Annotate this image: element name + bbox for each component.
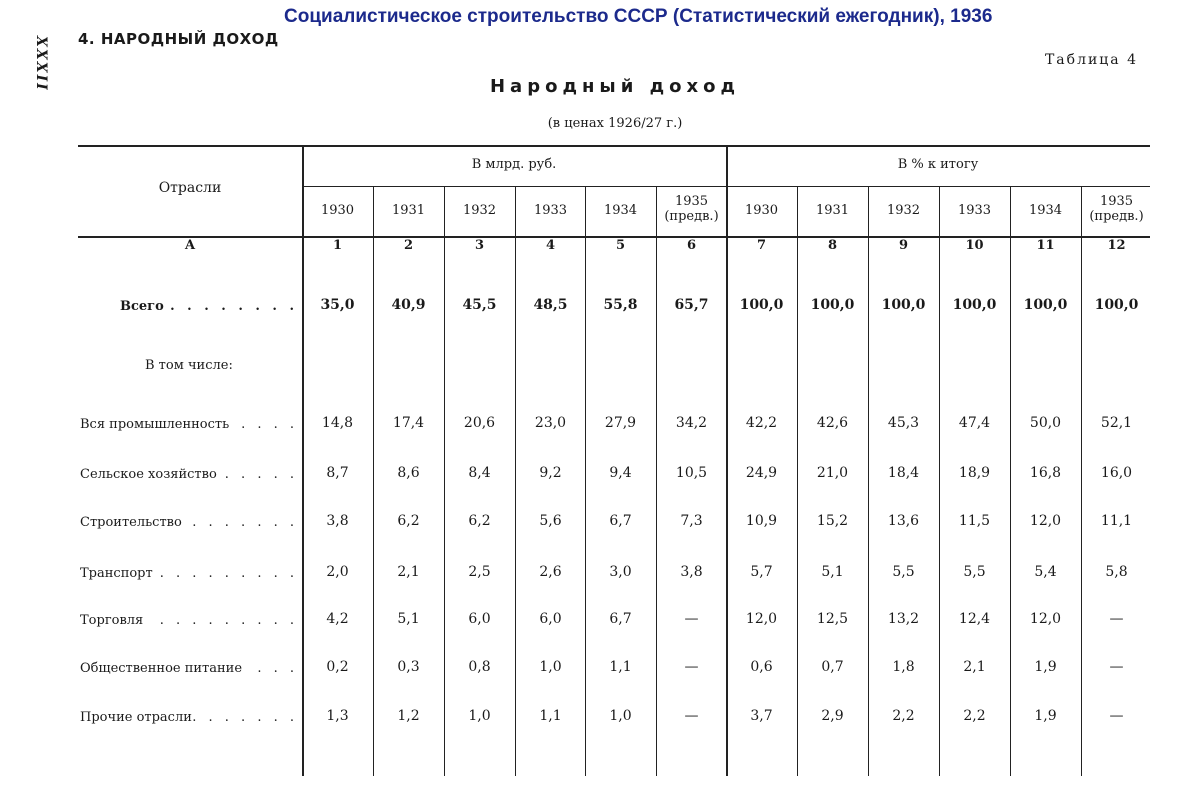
column-rule-11 (1010, 187, 1011, 776)
group-rule-rub (302, 186, 726, 187)
table-cell: 14,8 (321, 415, 354, 431)
table-subtitle: (в ценах 1926/27 г.) (547, 116, 683, 131)
table-title: Народный доход (489, 76, 740, 97)
table-cell: — (1109, 611, 1124, 627)
table-cell: 5,6 (539, 513, 562, 529)
table-cell: 100,0 (739, 297, 784, 313)
row-label-dots: . . . (257, 661, 298, 676)
column-number: 6 (686, 238, 697, 253)
table-cell: 5,4 (1034, 564, 1057, 580)
table-cell: 11,5 (958, 513, 991, 529)
header-year-prelim: (предв.) (1089, 209, 1144, 224)
table-cell: 3,8 (326, 513, 349, 529)
page-number: XXXII (33, 36, 49, 92)
header-year-value: 1930 (320, 203, 355, 218)
table-cell: 7,3 (680, 513, 703, 529)
table-cell: 11,1 (1100, 513, 1133, 529)
table-cell: 12,4 (958, 611, 991, 627)
table-cell: 1,1 (539, 708, 562, 724)
table-cell: 10,9 (745, 513, 778, 529)
column-number: 9 (898, 238, 909, 253)
header-year (656, 194, 727, 224)
column-number: 12 (1107, 238, 1126, 253)
table-cell: 6,2 (397, 513, 420, 529)
table-cell: 1,2 (397, 708, 420, 724)
header-year-value: 1931 (815, 203, 850, 218)
header-branches: Отрасли (158, 180, 222, 196)
table-cell: 12,5 (816, 611, 849, 627)
column-rule-12 (1081, 187, 1082, 776)
header-year (373, 203, 444, 218)
row-label-text: Общественное питание (80, 661, 243, 676)
table-cell: — (684, 611, 699, 627)
header-year (939, 203, 1010, 218)
column-number: 2 (403, 238, 414, 253)
table-cell: 47,4 (958, 415, 991, 431)
row-label-dots: . . . . (241, 417, 298, 432)
table-cell: 5,7 (750, 564, 773, 580)
table-cell: 0,8 (468, 659, 491, 675)
table-cell: 18,9 (958, 465, 991, 481)
column-rule-6 (656, 187, 657, 776)
header-year (1010, 203, 1081, 218)
table-cell: 5,1 (821, 564, 844, 580)
table-cell: 5,5 (963, 564, 986, 580)
table-cell: 6,2 (468, 513, 491, 529)
column-rule-8 (797, 187, 798, 776)
header-group-rub: В млрд. руб. (471, 157, 557, 172)
header-year-value: 1933 (957, 203, 992, 218)
header-year (444, 203, 515, 218)
table-cell: 1,9 (1034, 708, 1057, 724)
header-year-value: 1935 (1099, 194, 1134, 209)
table-top-rule (78, 145, 1150, 147)
column-number: 7 (756, 238, 767, 253)
table-cell: 0,3 (397, 659, 420, 675)
table-cell: 16,0 (1100, 465, 1133, 481)
table-cell: 6,7 (609, 611, 632, 627)
table-row (80, 417, 302, 432)
header-year (797, 203, 868, 218)
table-cell: 0,6 (750, 659, 773, 675)
table-cell: 100,0 (1094, 297, 1139, 313)
table-cell: — (1109, 659, 1124, 675)
header-year (1081, 194, 1152, 224)
section-heading: 4. НАРОДНЫЙ ДОХОД (78, 30, 279, 48)
table-cell: 2,5 (468, 564, 491, 580)
table-row (80, 467, 302, 482)
table-cell: 13,2 (887, 611, 920, 627)
table-cell: 2,1 (963, 659, 986, 675)
column-rule-3 (444, 187, 445, 776)
table-cell: 16,8 (1029, 465, 1062, 481)
table-row (80, 710, 302, 725)
table-row (80, 515, 302, 530)
row-label-text: Вся промышленность (80, 417, 230, 432)
table-cell: 12,0 (1029, 611, 1062, 627)
header-year-value: 1931 (391, 203, 426, 218)
header-year-value: 1935 (674, 194, 709, 209)
table-cell: 20,6 (463, 415, 496, 431)
header-col-a: А (184, 238, 196, 253)
table-cell: 40,9 (391, 297, 426, 313)
table-cell: 15,2 (816, 513, 849, 529)
table-cell: 18,4 (887, 465, 920, 481)
column-number: 10 (965, 238, 984, 253)
table-cell: 8,7 (326, 465, 349, 481)
table-cell: 34,2 (675, 415, 708, 431)
header-year-value: 1933 (533, 203, 568, 218)
table-cell: 6,0 (539, 611, 562, 627)
table-cell: 0,7 (821, 659, 844, 675)
header-year-prelim: (предв.) (664, 209, 719, 224)
table-cell: 1,8 (892, 659, 915, 675)
table-cell: 50,0 (1029, 415, 1062, 431)
row-label-text: Торговля (80, 613, 144, 628)
table-cell: 1,9 (1034, 659, 1057, 675)
table-cell: 27,9 (604, 415, 637, 431)
column-number: 4 (545, 238, 556, 253)
table-cell: — (1109, 708, 1124, 724)
header-year-value: 1934 (1028, 203, 1063, 218)
header-year (868, 203, 939, 218)
column-rule-5 (585, 187, 586, 776)
table-cell: 42,6 (816, 415, 849, 431)
table-cell: 3,8 (680, 564, 703, 580)
header-year (726, 203, 797, 218)
table-cell: 23,0 (534, 415, 567, 431)
row-label-text: Всего (120, 299, 164, 314)
table-cell: 2,6 (539, 564, 562, 580)
column-number: 8 (827, 238, 838, 253)
column-number: 11 (1036, 238, 1055, 253)
table-cell: 100,0 (810, 297, 855, 313)
table-cell: 45,5 (462, 297, 497, 313)
table-cell: 12,0 (1029, 513, 1062, 529)
table-cell: 9,2 (539, 465, 562, 481)
table-cell: 35,0 (320, 297, 355, 313)
table-cell: 2,0 (326, 564, 349, 580)
table-cell: 2,1 (397, 564, 420, 580)
table-cell: 2,2 (892, 708, 915, 724)
table-cell: 65,7 (674, 297, 709, 313)
header-group-pct: В % к итогу (897, 157, 979, 172)
table-cell: 100,0 (1023, 297, 1068, 313)
including-label: В том числе: (145, 358, 233, 373)
table-cell: 100,0 (881, 297, 926, 313)
row-label-dots: . . . . . . . (192, 515, 298, 530)
table-label: Таблица 4 (1044, 52, 1138, 68)
table-cell: 1,0 (609, 708, 632, 724)
table-cell: 21,0 (816, 465, 849, 481)
table-cell: 17,4 (392, 415, 425, 431)
column-rule-2 (373, 187, 374, 776)
table-cell: 52,1 (1100, 415, 1133, 431)
header-year (585, 203, 656, 218)
header-year (515, 203, 586, 218)
table-cell: 5,5 (892, 564, 915, 580)
column-rule-4 (515, 187, 516, 776)
table-row (80, 613, 302, 628)
header-year-value: 1934 (603, 203, 638, 218)
table-cell: 10,5 (675, 465, 708, 481)
table-cell: 48,5 (533, 297, 568, 313)
table-cell: 12,0 (745, 611, 778, 627)
row-label-dots: . . . . . . . . (170, 299, 298, 314)
table-cell: 3,7 (750, 708, 773, 724)
table-cell: 5,1 (397, 611, 420, 627)
table-cell: — (684, 659, 699, 675)
row-label-dots: . . . . . . . (192, 710, 298, 725)
table-cell: 4,2 (326, 611, 349, 627)
source-title: Социалистическое строительство СССР (Статистический ежегодник), 1936 (284, 6, 993, 27)
row-label-dots: . . . . . . . . . (159, 613, 298, 628)
row-label-dots: . . . . . . . . . (159, 566, 298, 581)
row-label-dots: . . . . . (224, 467, 298, 482)
table-cell: 8,4 (468, 465, 491, 481)
table-cell: 3,0 (609, 564, 632, 580)
table-row (80, 661, 302, 676)
column-rule-9 (868, 187, 869, 776)
header-year-value: 1932 (886, 203, 921, 218)
table-cell: 8,6 (397, 465, 420, 481)
table-cell: 1,0 (468, 708, 491, 724)
table-cell: 0,2 (326, 659, 349, 675)
column-rule-10 (939, 187, 940, 776)
table-cell: 100,0 (952, 297, 997, 313)
table-cell: 1,3 (326, 708, 349, 724)
header-year-value: 1930 (744, 203, 779, 218)
header-year (302, 203, 373, 218)
table-cell: 5,8 (1105, 564, 1128, 580)
table-cell: 2,2 (963, 708, 986, 724)
column-number: 5 (615, 238, 626, 253)
table-cell: 42,2 (745, 415, 778, 431)
row-label-text: Прочие отрасли (80, 710, 192, 725)
table-cell: — (684, 708, 699, 724)
table-cell: 2,9 (821, 708, 844, 724)
table-cell: 1,0 (539, 659, 562, 675)
group-rule-pct (726, 186, 1150, 187)
table-cell: 1,1 (609, 659, 632, 675)
table-cell: 13,6 (887, 513, 920, 529)
table-cell: 55,8 (603, 297, 638, 313)
header-year-value: 1932 (462, 203, 497, 218)
row-label-text: Строительство (80, 515, 182, 530)
table-cell: 6,0 (468, 611, 491, 627)
table-cell: 24,9 (745, 465, 778, 481)
column-number: 3 (474, 238, 485, 253)
row-label-text: Сельское хозяйство (80, 467, 217, 482)
table-cell: 45,3 (887, 415, 920, 431)
table-row (80, 566, 302, 581)
row-total (120, 299, 302, 314)
column-number: 1 (332, 238, 343, 253)
row-label-text: Транспорт (80, 566, 153, 581)
table-cell: 9,4 (609, 465, 632, 481)
table-cell: 6,7 (609, 513, 632, 529)
